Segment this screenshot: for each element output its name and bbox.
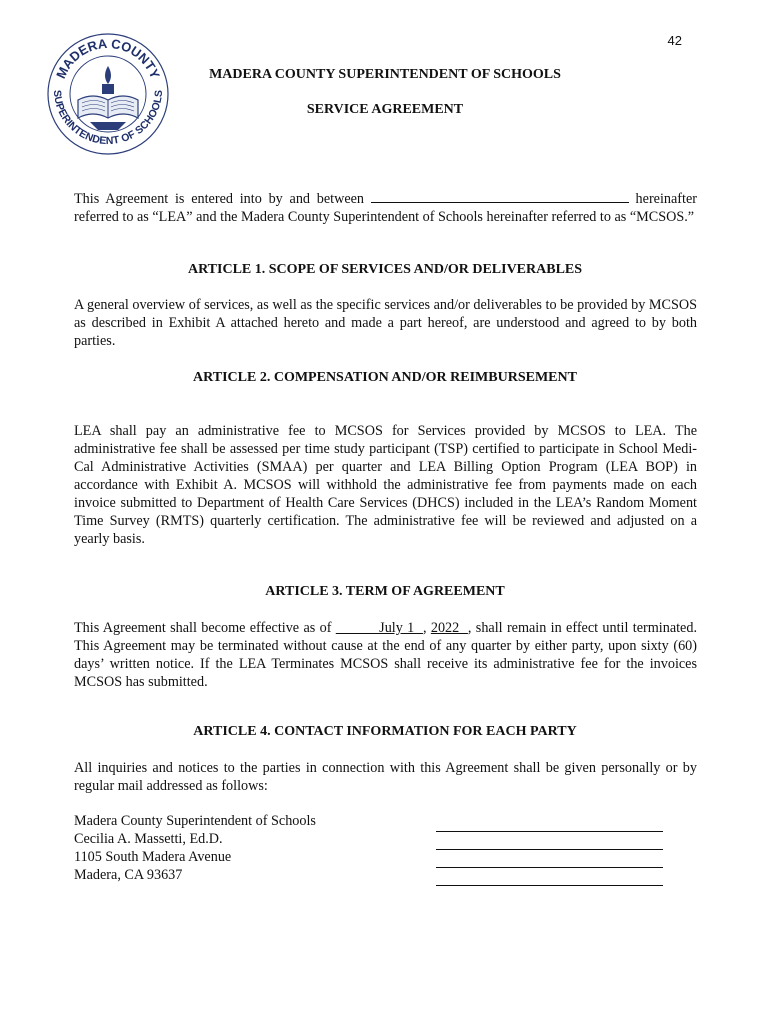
mcsos-address-block <box>74 812 316 884</box>
article-3-text-after: , shall remain in effect until terminated. This Agreement may be terminated without cause at the end of any quarter by either party, upon sixty (60) days’ written notice. If the LEA Terminates MCSOS shall receive its administrative fee for the invoices MCSOS has submitted. <box>74 620 697 690</box>
article-1-heading: ARTICLE 1. SCOPE OF SERVICES AND/OR DELIVERABLES <box>187 262 583 277</box>
address-line-2: Cecilia A. Massetti, Ed.D. <box>74 831 223 847</box>
article-3-heading: ARTICLE 3. TERM OF AGREEMENT <box>265 584 505 599</box>
intro-paragraph <box>74 190 697 226</box>
address-line-4: Madera, CA 93637 <box>74 867 183 883</box>
lea-address-line-1-blank[interactable] <box>436 814 663 832</box>
effective-date-year[interactable]: 2022 <box>430 620 468 636</box>
article-4-body: All inquiries and notices to the parties in connection with this Agreement shall be given personally or by regular mail addressed as follows: <box>74 760 697 794</box>
article-1-body: A general overview of services, as well as the specific services and/or deliverables to be provided by MCSOS as described in Exhibit A attached hereto and made a part hereof, are understood and agreed to by both parties. <box>74 297 697 349</box>
lea-name-blank[interactable] <box>371 190 629 203</box>
article-2-body: LEA shall pay an administrative fee to MCSOS for Services provided by MCSOS to LEA. The administrative fee shall be assessed per time study participant (TSP) certified to participate in School Medi-Cal Administrative Activities (SMAA) per quarter and LEA Billing Option Program (LEA BOP) in accordance with Exhibit A. MCSOS will withhold the administrative fee from payments made on each invoice submitted to Department of Health Care Services (DHCS) included in the LEA’s Random Moment Time Survey (RMTS) quarterly certification. The administrative fee will be reviewed and adjusted on a yearly basis. <box>74 423 697 547</box>
lea-address-blank-lines <box>436 814 663 886</box>
effective-date-sep: , <box>422 620 431 636</box>
article-3-body <box>74 619 697 691</box>
document-title: MADERA COUNTY SUPERINTENDENT OF SCHOOLS <box>209 67 561 82</box>
seal-text-bottom: SUPERINTENDENT OF SCHOOLS <box>50 89 166 148</box>
intro-text-after: hereinafter referred to as “LEA” and the Madera County Superintendent of Schools hereinafter referred to as “MCSOS.” <box>74 191 697 225</box>
effective-date-day[interactable]: July 1 <box>335 620 423 636</box>
lea-address-line-3-blank[interactable] <box>436 850 663 868</box>
address-line-1: Madera County Superintendent of Schools <box>74 813 316 829</box>
county-seal-logo <box>44 30 172 158</box>
seal-text-top: MADERA COUNTY <box>53 35 163 81</box>
intro-text-before: This Agreement is entered into by and between <box>74 191 371 207</box>
document-subtitle: SERVICE AGREEMENT <box>306 102 464 117</box>
article-2-heading: ARTICLE 2. COMPENSATION AND/OR REIMBURSEMENT <box>193 370 577 385</box>
article-4-heading: ARTICLE 4. CONTACT INFORMATION FOR EACH PARTY <box>193 724 577 739</box>
address-line-3: 1105 South Madera Avenue <box>74 849 232 865</box>
lea-address-line-2-blank[interactable] <box>436 832 663 850</box>
lea-address-line-4-blank[interactable] <box>436 868 663 886</box>
article-3-text-before: This Agreement shall become effective as of <box>74 620 336 636</box>
page-number: 42 <box>667 33 682 48</box>
